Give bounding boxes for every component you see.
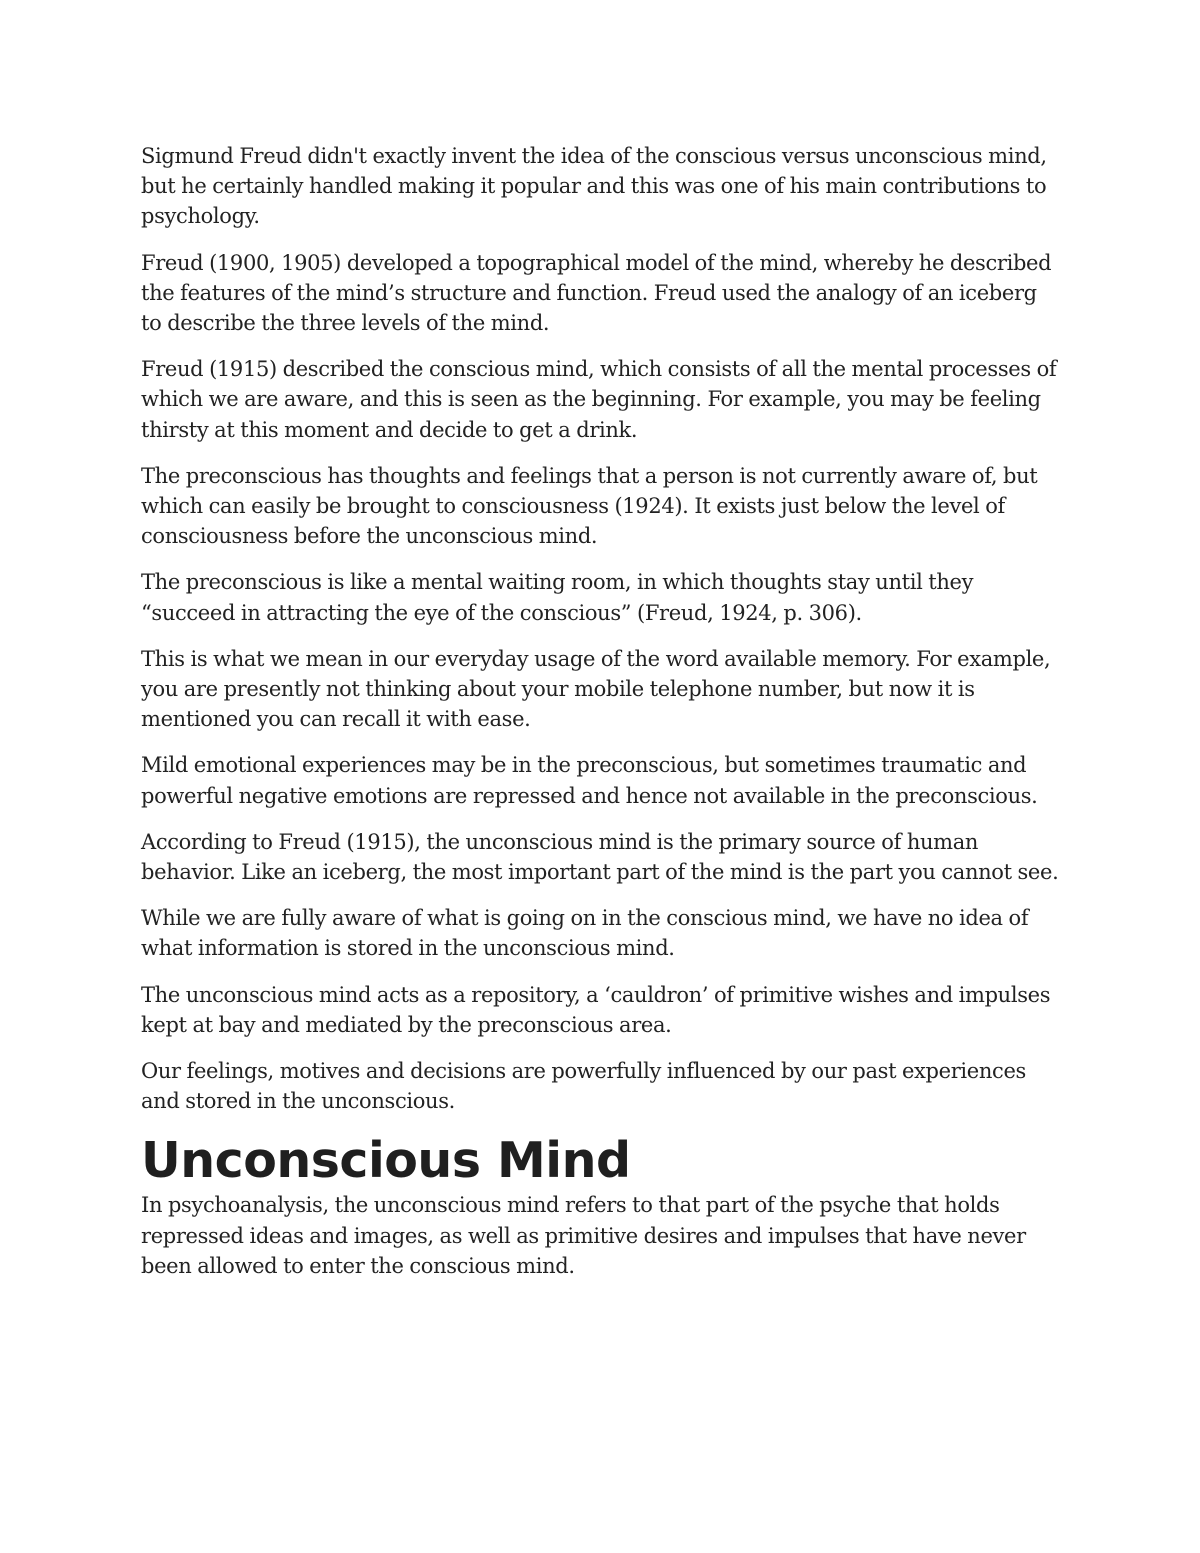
paragraph-topographical-model: Freud (1900, 1905) developed a topographical model of the mind, whereby he described the features of the mind’s structure and function. Freud used the analogy of an iceberg to describe the three levels of the mind. bbox=[141, 250, 1052, 336]
document-body bbox=[141, 141, 1061, 1297]
paragraph-available-memory: This is what we mean in our everyday usage of the word available memory. For example, you are presently not thinking about your mobile telephone number, but now it is mentioned you can recall it with ease. bbox=[141, 646, 1051, 732]
paragraph-preconscious: The preconscious has thoughts and feelings that a person is not currently aware of, but which can easily be brought to consciousness (1924). It exists just below the level of consciousness before the unconscious mind. bbox=[141, 463, 1038, 549]
paragraph-conscious-mind: Freud (1915) described the conscious mind, which consists of all the mental processes of which we are aware, and this is seen as the beginning. For example, you may be feeling thirsty at this moment and decide to get a drink. bbox=[141, 357, 1057, 442]
paragraph-psychoanalysis: In psychoanalysis, the unconscious mind refers to that part of the psyche that holds repressed ideas and images, as well as primitive desires and impulses that have never been allowed to enter the conscious mind. bbox=[141, 1193, 1026, 1278]
section-heading: Unconscious Mind bbox=[141, 1132, 631, 1190]
paragraph-feelings-motives: Our feelings, motives and decisions are powerfully influenced by our past experiences and stored in the unconscious. bbox=[141, 1059, 1026, 1114]
paragraph-fully-aware: While we are fully aware of what is going on in the conscious mind, we have no idea of what information is stored in the unconscious mind. bbox=[141, 906, 1029, 961]
paragraph-mild-emotions: Mild emotional experiences may be in the preconscious, but sometimes traumatic and powerful negative emotions are repressed and hence not available in the preconscious. bbox=[141, 753, 1038, 808]
paragraph-primary-source: According to Freud (1915), the unconscious mind is the primary source of human behavior. Like an iceberg, the most important part of the mind is the part you cannot see. bbox=[141, 829, 1059, 885]
paragraph-waiting-room: The preconscious is like a mental waiting room, in which thoughts stay until they “succeed in attracting the eye of the conscious” (Freud, 1924, p. 306). bbox=[141, 570, 974, 625]
paragraph-repository: The unconscious mind acts as a repository, a ‘cauldron’ of primitive wishes and impulses kept at bay and mediated by the preconscious area. bbox=[141, 982, 1051, 1037]
paragraph-freud-intro: Sigmund Freud didn't exactly invent the idea of the conscious versus unconscious mind, but he certainly handled making it popular and this was one of his main contributions to psychology. bbox=[141, 144, 1047, 229]
